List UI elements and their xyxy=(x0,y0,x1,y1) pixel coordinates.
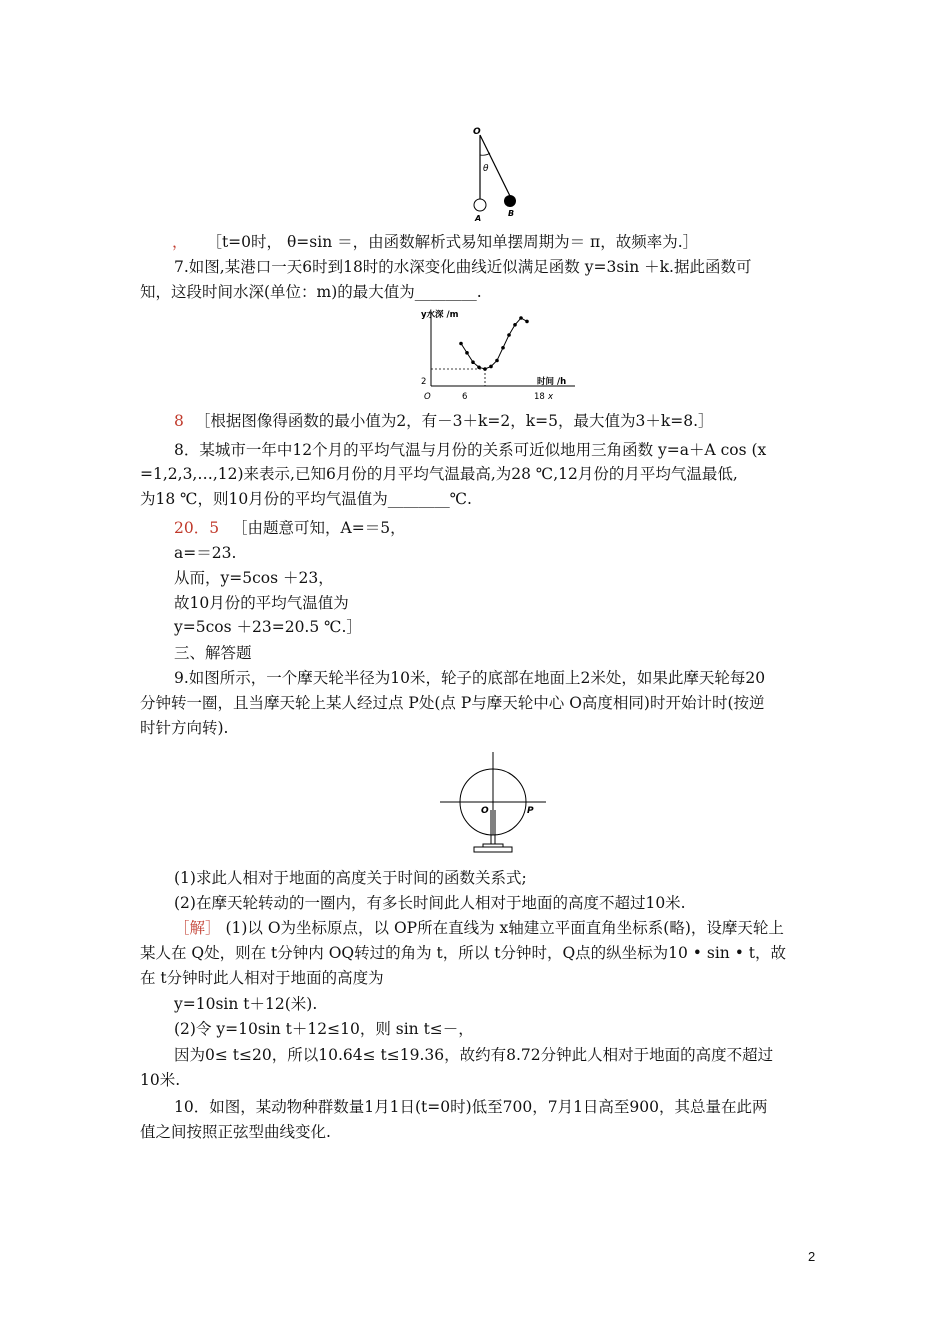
q9-solution-line-3: 在 t分钟时此人相对于地面的高度为 xyxy=(140,969,384,987)
q9-part-1: (1)求此人相对于地面的高度关于时间的函数关系式; xyxy=(174,869,527,887)
pendulum-figure xyxy=(465,125,525,223)
chart-x-tick-6: 6 xyxy=(462,392,468,402)
chart-data-point xyxy=(519,316,523,320)
q9-line-2: 分钟转一圈，且当摩天轮上某人经过点 P处(点 P与摩天轮中心 O高度相同)时开始计时(按逆 xyxy=(140,694,765,712)
q9-solution-line-1 xyxy=(174,918,784,938)
chart-x-axis-title: 时间 /h xyxy=(537,377,567,387)
chart-data-point xyxy=(483,367,487,371)
page-number: 2 xyxy=(808,1249,816,1264)
chart-x-tick-18: 18 xyxy=(534,392,545,402)
q7-line-2: 知，这段时间水深(单位：m)的最大值为________. xyxy=(140,283,482,301)
q8-answer xyxy=(174,518,406,538)
chart-data-point xyxy=(501,346,505,350)
chart-data-point xyxy=(507,333,511,337)
pendulum-label-a: A xyxy=(475,214,482,223)
q7-answer-num: 8 xyxy=(174,412,184,430)
q8-line-2: =1,2,3,…,12)来表示,已知6月份的月平均气温最高,为28 ℃,12月份的月平均气温最低, xyxy=(140,465,738,483)
wheel-label-o: O xyxy=(481,806,489,816)
pendulum-label-b: B xyxy=(508,209,515,218)
q8-line-1: 8．某城市一年中12个月的平均气温与月份的关系可近似地用三角函数 y=a＋A cos (x xyxy=(174,441,767,459)
chart-data-point xyxy=(465,351,469,355)
chart-data-point xyxy=(525,320,529,324)
q8-answer-line-3: 从而，y=5cos ＋23， xyxy=(174,569,334,587)
q7-line-1: 7.如图,某港口一天6时到18时的水深变化曲线近似满足函数 y=3sin ＋k.据此函数可 xyxy=(174,258,752,276)
q7-answer xyxy=(174,411,714,431)
chart-data-point xyxy=(489,365,493,369)
q8-answer-line-5: y=5cos ＋23=20.5 ℃.］ xyxy=(174,618,362,636)
wheel-label-p: P xyxy=(527,806,534,816)
pendulum-label-o: O xyxy=(473,127,481,137)
chart-data-point xyxy=(495,359,499,363)
q8-line-3: 为18 ℃，则10月份的平均气温值为________℃. xyxy=(140,490,472,508)
q6-answer-head: ， xyxy=(172,233,188,251)
q9-solution-text-1: (1)以 O为坐标原点，以 OP所在直线为 x轴建立平面直角坐标系(略)，设摩天轮上 xyxy=(220,919,784,937)
q9-solution-line-4: y=10sin t＋12(米). xyxy=(174,995,318,1013)
q9-solution-line-6: 因为0≤ t≤20，所以10.64≤ t≤19.36，故约有8.72分钟此人相对于地面的高度不超过 xyxy=(174,1046,774,1064)
q9-solution-tag: ［解］ xyxy=(174,919,221,937)
chart-data-point xyxy=(477,366,481,370)
ferris-wheel-figure xyxy=(440,750,550,862)
water-depth-chart xyxy=(415,308,585,406)
q8-answer-line-4: 故10月份的平均气温值为 xyxy=(174,594,349,612)
q9-part-2: (2)在摩天轮转动的一圈内，有多长时间此人相对于地面的高度不超过10米. xyxy=(174,894,686,912)
q8-answer-line-1: ［由题意可知，A=＝5， xyxy=(232,519,406,537)
chart-x-tick-o: O xyxy=(424,392,431,402)
q9-line-3: 时针方向转). xyxy=(140,719,229,737)
chart-x-tick-x: x xyxy=(548,392,554,402)
q9-solution-line-7: 10米. xyxy=(140,1071,181,1089)
chart-data-point xyxy=(459,342,463,346)
chart-y-axis-title: y水深 /m xyxy=(421,310,459,320)
chart-data-point xyxy=(513,323,517,327)
q10-line-1: 10．如图，某动物种群数量1月1日(t=0时)低至700，7月1日高至900，其总量在此两 xyxy=(174,1098,768,1116)
q9-line-1: 9.如图所示，一个摩天轮半径为10米，轮子的底部在地面上2米处，如果此摩天轮每20 xyxy=(174,669,766,687)
q10-line-2: 值之间按照正弦型曲线变化. xyxy=(140,1123,331,1141)
q8-answer-line-2: a=＝23. xyxy=(174,544,237,562)
section-title: 三、解答题 xyxy=(174,644,252,662)
chart-y-tick-2: 2 xyxy=(421,377,427,387)
pendulum-label-theta: θ xyxy=(483,164,489,174)
q9-solution-line-2: 某人在 Q处，则在 t分钟内 OQ转过的角为 t，所以 t分钟时，Q点的纵坐标为10 • sin • t，故 xyxy=(140,944,786,962)
chart-data-point xyxy=(471,360,475,364)
q6-answer-body: ［t=0时， θ=sin ＝，由函数解析式易知单摆周期为＝ π，故频率为.］ xyxy=(206,233,699,251)
q7-answer-body: ［根据图像得函数的最小值为2，有－3＋k=2，k=5，最大值为3＋k=8.］ xyxy=(194,412,714,430)
q8-answer-num: 20．5 xyxy=(174,519,220,537)
q6-answer xyxy=(172,232,698,252)
q9-solution-line-5: (2)令 y=10sin t＋12≤10，则 sin t≤－， xyxy=(174,1020,474,1038)
